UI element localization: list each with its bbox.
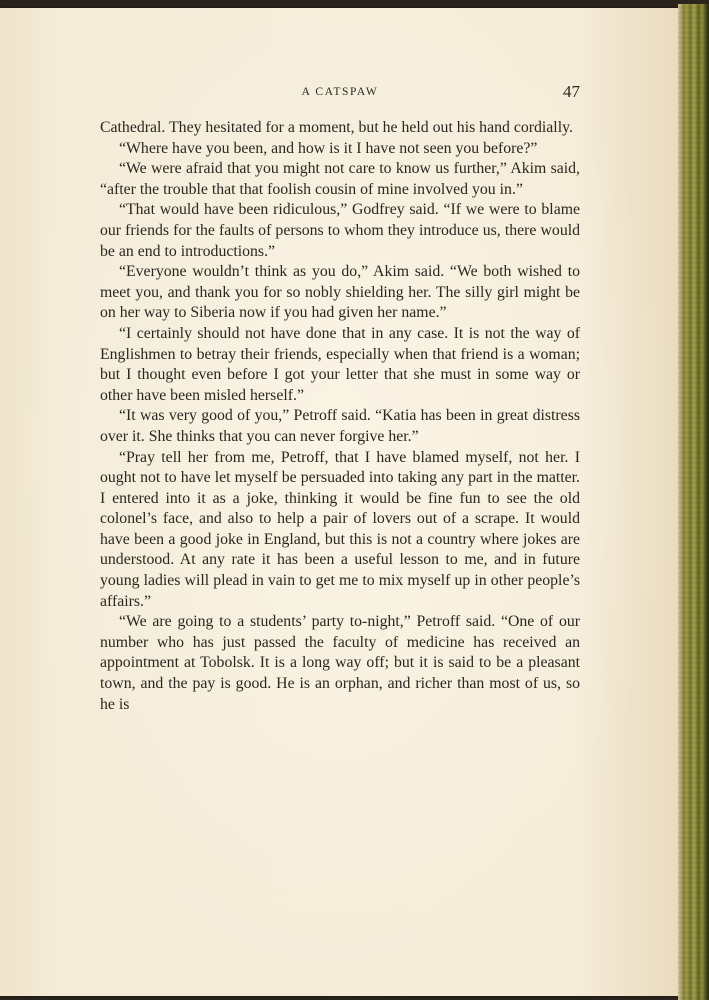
- paragraph: “I certainly should not have done that in any case. It is not the way of Englishmen to betray their friends, especially when that friend is a woman; but I thought even before I got your letter that she must in some way or other have been misled herself.”: [100, 324, 580, 404]
- page-body-text: [100, 118, 580, 715]
- paragraph: “Everyone wouldn’t think as you do,” Akim said. “We both wished to meet you, and thank you for so nobly shielding her. The silly girl might be on her way to Siberia now if you had given her name.”: [100, 263, 580, 322]
- running-head-title: A CATSPAW: [301, 86, 379, 98]
- paragraph: “It was very good of you,” Petroff said. “Katia has been in great distress over it. She thinks that you can never forgive her.”: [100, 407, 580, 445]
- paragraph: “That would have been ridiculous,” Godfrey said. “If we were to blame our friends for the faults of persons to whom they introduce us, there would be an end to introductions.”: [100, 201, 580, 260]
- book-spine-edge: [678, 4, 709, 1000]
- paragraph: Cathedral. They hesitated for a moment, but he held out his hand cordially.: [100, 119, 573, 136]
- paragraph: “Where have you been, and how is it I have not seen you before?”: [119, 139, 538, 157]
- paragraph: “We are going to a students’ party to-night,” Petroff said. “One of our number who has just passed the faculty of medicine has received an appointment at Tobolsk. It is a long way off; but it is said to be a pleasant town, and the pay is good. He is an orphan, and richer than most of us, so he is: [100, 613, 580, 713]
- running-head: [100, 78, 580, 108]
- page-number: 47: [563, 82, 580, 101]
- paragraph: “Pray tell her from me, Petroff, that I have blamed myself, not her. I ought not to have let myself be persuaded into taking any part in the matter. I entered into it as a joke, thinking it would be fine fun to see the old colonel’s face, and also to help a pair of lovers out of a scrape. It would have been a good joke in England, but this is not a country where jokes are understood. At any rate it has been a useful lesson to me, and in future young ladies will plead in vain to get me to mix myself up in other people’s affairs.”: [100, 448, 580, 610]
- paragraph: “We were afraid that you might not care to know us further,” Akim said, “after the trouble that that foolish cousin of mine involved you in.”: [100, 160, 580, 198]
